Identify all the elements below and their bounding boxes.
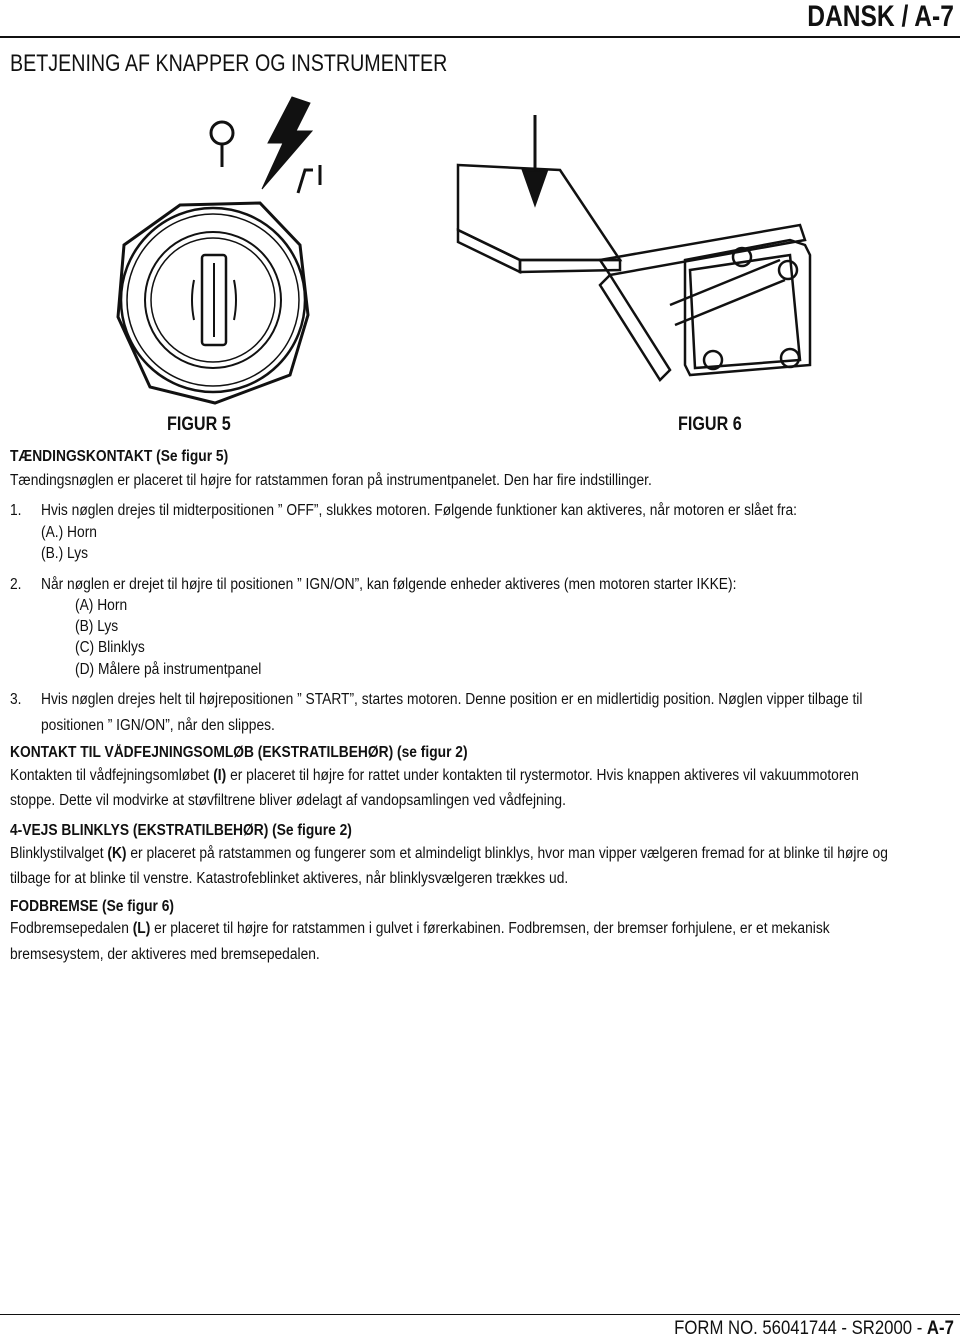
vacuum-heading: KONTAKT TIL VÅDFEJNINGSOMLØB (EKSTRATILBEHØR) (se figur 2) bbox=[10, 744, 468, 761]
ignition-item-3-text: Hvis nøglen drejes helt til højrepositionen ” START”, startes motoren. Denne position er en midlertidig position. Nøglen vipper tilbage til bbox=[41, 691, 863, 708]
ignition-item-1-sub-b: (B.) Lys bbox=[41, 545, 89, 562]
ignition-item-1-text: Hvis nøglen drejes til midterpositionen ” OFF”, slukkes motoren. Følgende funktioner kan aktiveres, når motoren er slået fra: bbox=[41, 502, 797, 519]
ignition-item-3-number: 3. bbox=[10, 691, 22, 708]
ignition-item-1-sub-a: (A.) Horn bbox=[41, 524, 97, 541]
ignition-intro: Tændingsnøglen er placeret til højre for ratstammen foran på instrumentpanelet. Den har fire indstillinger. bbox=[10, 472, 652, 489]
vacuum-paragraph-line-1: Kontakten til vådfejningsomløbet (I) er placeret til højre for rattet under kontakten til rystermotor. Hvis knappen aktiveres vil vakuummotoren bbox=[10, 767, 859, 784]
brake-pedal-illustration bbox=[450, 110, 830, 410]
ignition-item-3-text-cont: positionen ” IGN/ON”, når den slippes. bbox=[41, 717, 275, 734]
footer-page-number: A-7 bbox=[927, 1318, 954, 1339]
ignition-item-2-sub-c: (C) Blinklys bbox=[75, 639, 145, 656]
blinker-paragraph-line-2: tilbage for at blinke til venstre. Katastrofeblinket aktiveres, når blinklysvælgeren trækkes ud. bbox=[10, 870, 569, 887]
footbrake-paragraph-line-2: bremsesystem, der aktiveres med bremsepedalen. bbox=[10, 946, 320, 963]
ignition-item-2-number: 2. bbox=[10, 576, 22, 593]
ignition-switch-illustration bbox=[110, 95, 340, 415]
footer-form-number: FORM NO. 56041744 - SR2000 - A-7 bbox=[674, 1318, 954, 1339]
ignition-item-2-sub-d: (D) Målere på instrumentpanel bbox=[75, 661, 262, 678]
vacuum-paragraph-line-2: stoppe. Dette vil modvirke at støvfiltrene bliver ødelagt af vandopsamlingen ved vådfejning. bbox=[10, 792, 566, 809]
language-header: DANSK / A-7 bbox=[807, 0, 954, 33]
footbrake-paragraph-line-1: Fodbremsepedalen (L) er placeret til højre for ratstammen i gulvet i førerkabinen. Fodbremsen, der bremser forhjulene, er et mekanisk bbox=[10, 920, 830, 937]
blinker-paragraph-line-1: Blinklystilvalget (K) er placeret på ratstammen og fungerer som et almindeligt blinklys, hvor man vipper vælgeren fremad for at blinke til højre og bbox=[10, 845, 888, 862]
ignition-item-2-sub-b: (B) Lys bbox=[75, 618, 119, 635]
footbrake-key-label: (L) bbox=[132, 920, 151, 937]
header-divider bbox=[0, 36, 960, 38]
page-title: BETJENING AF KNAPPER OG INSTRUMENTER bbox=[10, 50, 448, 77]
blinker-heading: 4-VEJS BLINKLYS (EKSTRATILBEHØR) (Se figure 2) bbox=[10, 822, 352, 839]
ignition-item-1-number: 1. bbox=[10, 502, 22, 519]
figure-5-label: FIGUR 5 bbox=[167, 414, 231, 435]
ignition-item-2-sub-a: (A) Horn bbox=[75, 597, 128, 614]
figure-6-label: FIGUR 6 bbox=[678, 414, 742, 435]
footer-divider bbox=[0, 1314, 960, 1315]
footbrake-heading: FODBREMSE (Se figur 6) bbox=[10, 898, 175, 915]
ignition-item-2-text: Når nøglen er drejet til højre til positionen ” IGN/ON”, kan følgende enheder aktiveres (men motoren starter IKKE): bbox=[41, 576, 737, 593]
blinker-key-label: (K) bbox=[107, 845, 127, 862]
vacuum-key-label: (I) bbox=[213, 767, 227, 784]
ignition-heading: TÆNDINGSKONTAKT (Se figur 5) bbox=[10, 448, 229, 465]
